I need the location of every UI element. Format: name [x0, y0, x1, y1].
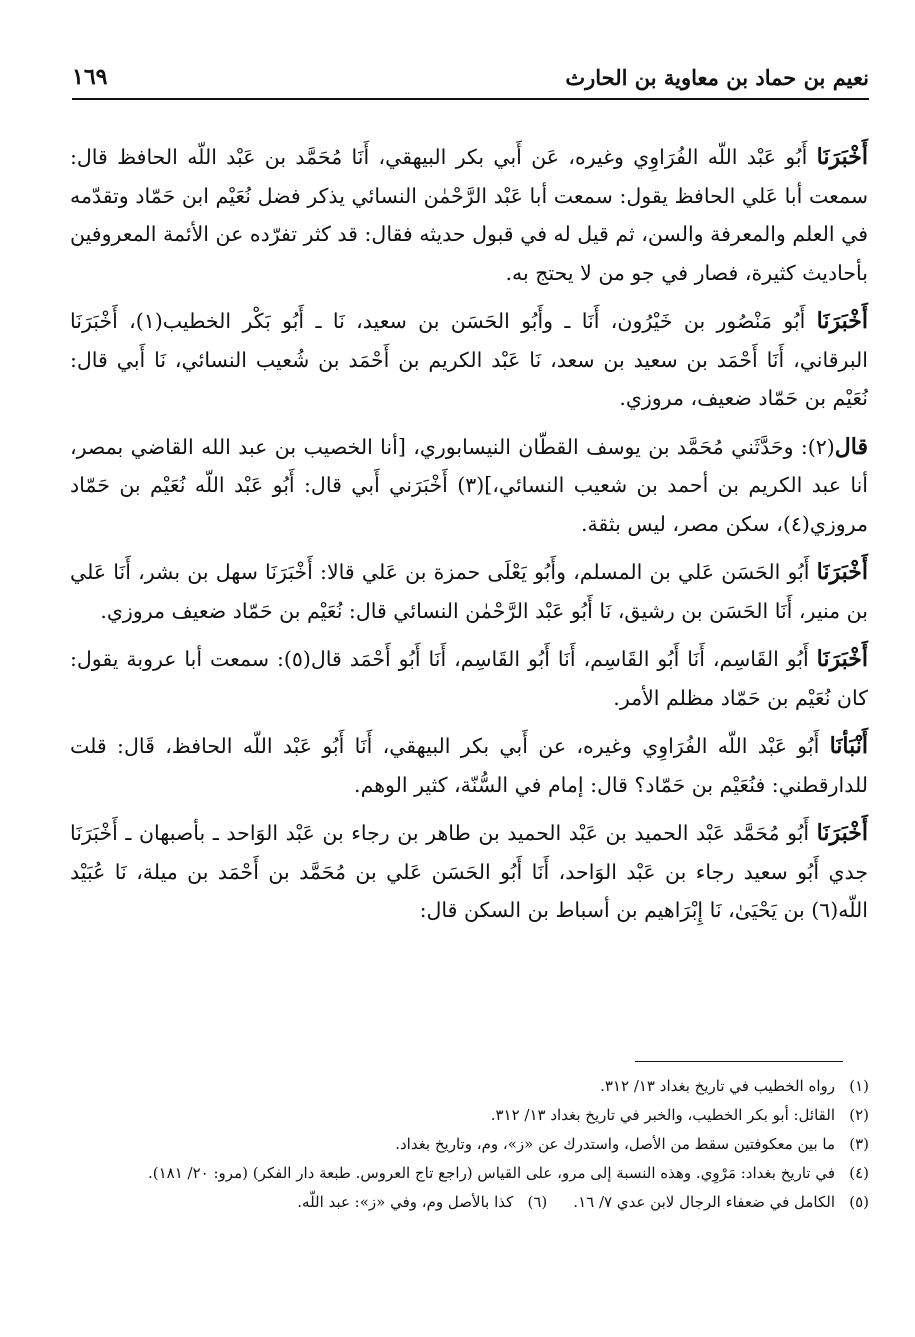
footnote-text: في تاريخ بغداد: مَرْوِي. وهذه النسبة إلى مرو، على القياس (راجع تاج العروس. طبعة دار الفكر) (مرو: ٢٠/ ١٨١). — [147, 1164, 835, 1182]
footnote-number: (٣) — [849, 1135, 869, 1153]
paragraph-lead: أَنْبَأنَا — [829, 733, 868, 759]
page-number: ١٦٩ — [72, 64, 108, 90]
paragraph — [70, 302, 868, 418]
footnote-row — [72, 1188, 869, 1217]
paragraph-lead: أَخْبَرَنَا — [816, 820, 868, 846]
paragraph — [70, 727, 868, 804]
footnote-number: (١) — [849, 1077, 869, 1095]
running-header — [72, 56, 869, 100]
paragraph — [70, 428, 868, 544]
main-text — [70, 138, 868, 940]
paragraph-text: (٢): وحَدَّثَني مُحَمَّد بن يوسف القطّان النيسابوري، [أنا الخصيب بن عبد الله القاضي بمصر، أنا عبد الكريم بن أحمد بن شعيب النسائي،](٣) أَخْبَرَني أَبي قال: أَبُو عَبْد اللّه نُعَيْم بن حَمّاد مروزي(٤)، سكن مصر، ليس بثقة. — [70, 434, 868, 536]
footnote-text: الكامل في ضعفاء الرجال لابن عدي ٧/ ١٦. — [573, 1193, 835, 1211]
paragraph-text: أَبُو الحَسَن عَلي بن المسلم، وأَبُو يَعْلَى حمزة بن عَلي قالا: أَخْبَرَنَا سهل بن بشر، أَنَا عَلي بن منير، أَنَا الحَسَن بن رشيق، نَا أَبُو عَبْد الرَّحْمٰن النسائي قال: نُعَيْم بن حَمّاد ضعيف مروزي. — [70, 560, 868, 623]
footnote-number: (٦) — [527, 1193, 548, 1211]
footnote-text: القائل: أبو بكر الخطيب، والخبر في تاريخ بغداد ١٣/ ٣١٢. — [490, 1106, 835, 1124]
paragraph-lead: أَخْبَرَنَا — [816, 308, 868, 334]
paragraph-text: أَبُو مُحَمَّد عَبْد الحميد بن عَبْد الحميد بن طاهر بن رجاء بن عَبْد الوَاحد ـ بأصبهان ـ أَخْبَرَنَا جدي أَبُو سعيد رجاء بن عَبْد الوَاحد، أَنَا أَبُو الحَسَن عَلي بن مُحَمَّد بن أَحْمَد بن ميلة، نَا عُبَيْد اللّه(٦) بن يَحْيَىٰ، نَا إِبْرَاهيم بن أسباط بن السكن قال: — [70, 821, 868, 922]
footnote-number: (٥) — [849, 1193, 869, 1211]
footnote-number: (٢) — [849, 1106, 869, 1124]
paragraph — [70, 138, 868, 292]
footnote — [72, 1072, 869, 1101]
footnote — [72, 1159, 869, 1188]
running-title: نعيم بن حماد بن معاوية بن الحارث — [565, 64, 869, 90]
footnote — [297, 1188, 547, 1217]
paragraph-lead: أَخْبَرَنَا — [816, 144, 868, 170]
footnotes — [72, 1072, 869, 1217]
paragraph-text: أَبُو عَبْد اللّه الفُرَاوِي وغيره، عَن أَبي بكر البيهقي، أَنَا مُحَمَّد بن عَبْد اللّه الحافظ قال: سمعت أبا عَلي الحافظ يقول: سمعت أبا عَبْد الرَّحْمٰن النسائي يذكر فضل نُعَيْم ابن حَمّاد وتقدّمه في العلم والمعرفة والسن، ثم قيل له في قبول حديثه فقال: قد كثر تفرّده عن الأئمة المعروفين بأحاديث كثيرة، فصار في جو من لا يحتج به. — [70, 145, 868, 285]
footnote-text: كذا بالأصل وم، وفي «ز»: عبد اللّه. — [297, 1193, 514, 1211]
footnote-text: رواه الخطيب في تاريخ بغداد ١٣/ ٣١٢. — [600, 1077, 835, 1095]
paragraph — [70, 553, 868, 630]
footnote — [72, 1101, 869, 1130]
paragraph-text: أَبُو عَبْد اللّه الفُرَاوِي وغيره، عن أَبي بكر البيهقي، أَنَا أَبُو عَبْد اللّه الحافظ، قَال: قلت للدارقطني: فنُعَيْم بن حَمّاد؟ قال: إمام في السُّنّة، كثير الوهم. — [70, 734, 868, 797]
paragraph-text: أَبُو القَاسِم، أَنَا أَبُو القَاسِم، أَنَا أَبُو القَاسِم، أَنَا أَبُو أَحْمَد قال(٥): سمعت أبا عروبة يقول: كان نُعَيْم بن حَمّاد مظلم الأمر. — [70, 647, 868, 710]
paragraph — [70, 814, 868, 930]
footnote-separator — [635, 1061, 843, 1062]
paragraph-text: أَبُو مَنْصُور بن خَيْرُون، أَنَا ـ وأَبُو الحَسَن بن سعيد، نَا ـ أَبُو بَكْر الخطيب(١)، أَخْبَرَنَا البرقاني، أَنَا أَحْمَد بن سعيد بن سعد، نَا عَبْد الكريم بن أَحْمَد بن شُعيب النسائي، نَا أَبي قال: نُعَيْم بن حَمّاد ضعيف، مروزي. — [70, 309, 868, 410]
footnote-text: ما بين معكوفتين سقط من الأصل، واستدرك عن «ز»، وم، وتاريخ بغداد. — [395, 1135, 835, 1153]
paragraph-lead: أَخْبَرَنَا — [816, 646, 868, 672]
footnote-number: (٤) — [849, 1164, 869, 1182]
paragraph-lead: قال — [834, 433, 868, 460]
paragraph-lead: أَخْبَرَنَا — [816, 559, 868, 585]
footnote — [573, 1188, 869, 1217]
paragraph — [70, 640, 868, 717]
footnote — [72, 1130, 869, 1159]
